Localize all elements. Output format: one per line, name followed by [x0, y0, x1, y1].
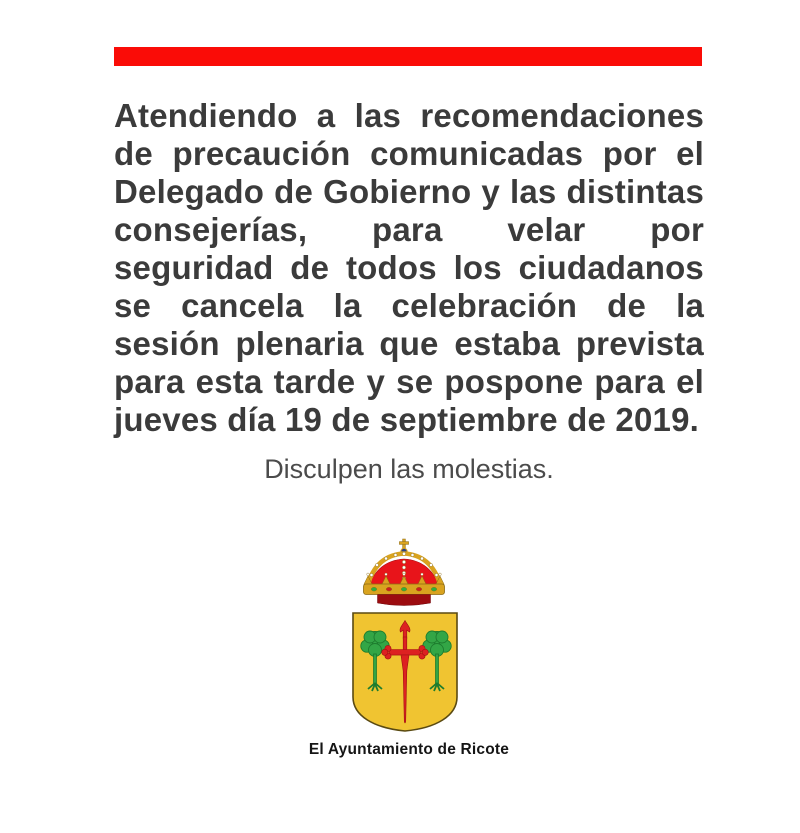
- ricote-coat-of-arms: [344, 538, 464, 734]
- royal-crown-icon: [364, 539, 445, 606]
- apology-text: Disculpen las molestias.: [264, 454, 554, 484]
- top-red-bar: [114, 47, 702, 66]
- signature-text: El Ayuntamiento de Ricote: [308, 741, 510, 758]
- announcement-text: Atendiendo a las recomendaciones de precaución comunicadas por el Delegado de Gobierno y las distintas consejerías, para velar por seguridad de todos los ciudadanos se cancela la celebración de la sesión plenaria que estaba prevista para esta tarde y se pospone para el jueves día 19 de septiembre de 2019.: [114, 97, 704, 438]
